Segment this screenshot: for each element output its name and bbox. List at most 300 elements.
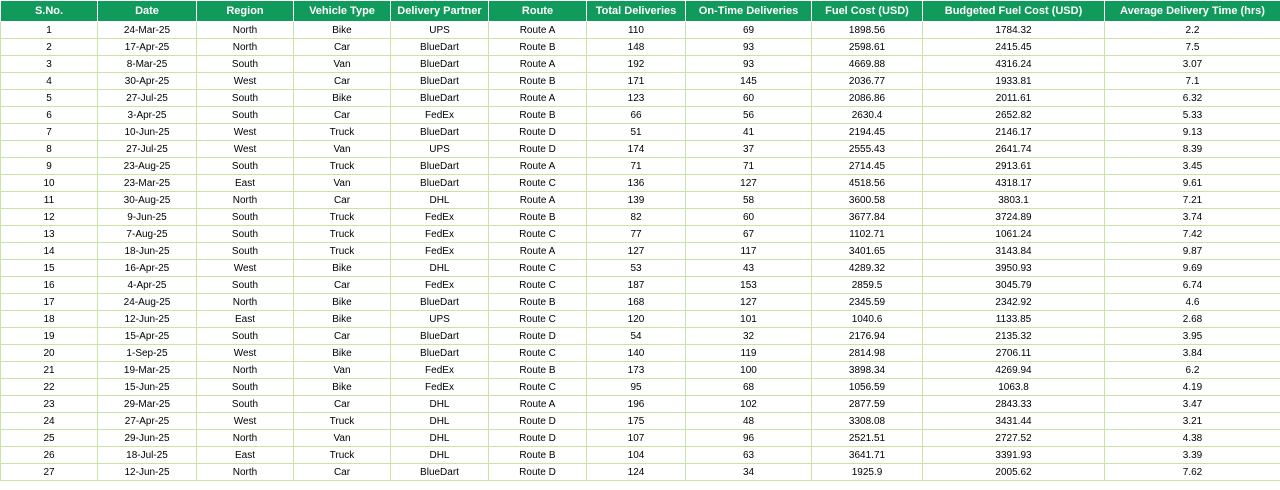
table-cell[interactable]: BlueDart: [391, 345, 489, 362]
table-cell[interactable]: 12-Jun-25: [98, 464, 197, 481]
table-cell[interactable]: 7.62: [1105, 464, 1280, 481]
table-cell[interactable]: 1933.81: [923, 73, 1105, 90]
table-cell[interactable]: Truck: [294, 209, 391, 226]
table-cell[interactable]: South: [197, 328, 294, 345]
table-cell[interactable]: BlueDart: [391, 73, 489, 90]
table-cell[interactable]: 4-Apr-25: [98, 277, 197, 294]
table-cell[interactable]: 25: [1, 430, 98, 447]
table-cell[interactable]: Car: [294, 277, 391, 294]
table-cell[interactable]: 32: [686, 328, 812, 345]
table-cell[interactable]: 30-Aug-25: [98, 192, 197, 209]
table-cell[interactable]: 192: [587, 56, 686, 73]
table-cell[interactable]: 58: [686, 192, 812, 209]
table-cell[interactable]: 2342.92: [923, 294, 1105, 311]
table-cell[interactable]: 7.21: [1105, 192, 1280, 209]
table-cell[interactable]: 148: [587, 39, 686, 56]
table-cell[interactable]: Route A: [489, 243, 587, 260]
table-cell[interactable]: 95: [587, 379, 686, 396]
table-cell[interactable]: DHL: [391, 192, 489, 209]
table-cell[interactable]: 82: [587, 209, 686, 226]
table-cell[interactable]: South: [197, 396, 294, 413]
table-cell[interactable]: 18-Jun-25: [98, 243, 197, 260]
table-cell[interactable]: 6: [1, 107, 98, 124]
table-cell[interactable]: 2011.61: [923, 90, 1105, 107]
table-cell[interactable]: Car: [294, 328, 391, 345]
table-cell[interactable]: 5.33: [1105, 107, 1280, 124]
table-cell[interactable]: West: [197, 141, 294, 158]
table-cell[interactable]: 8-Mar-25: [98, 56, 197, 73]
table-cell[interactable]: 4.38: [1105, 430, 1280, 447]
table-cell[interactable]: 2630.4: [812, 107, 923, 124]
table-cell[interactable]: 8.39: [1105, 141, 1280, 158]
column-header[interactable]: Date: [98, 1, 197, 22]
table-cell[interactable]: 3641.71: [812, 447, 923, 464]
table-cell[interactable]: 107: [587, 430, 686, 447]
table-cell[interactable]: Route D: [489, 413, 587, 430]
table-cell[interactable]: East: [197, 447, 294, 464]
table-cell[interactable]: 13: [1, 226, 98, 243]
table-cell[interactable]: 6.2: [1105, 362, 1280, 379]
table-cell[interactable]: 1063.8: [923, 379, 1105, 396]
table-cell[interactable]: Van: [294, 175, 391, 192]
table-cell[interactable]: Route A: [489, 396, 587, 413]
table-cell[interactable]: Bike: [294, 294, 391, 311]
table-cell[interactable]: 4669.88: [812, 56, 923, 73]
table-cell[interactable]: 96: [686, 430, 812, 447]
table-cell[interactable]: 3045.79: [923, 277, 1105, 294]
table-cell[interactable]: 2814.98: [812, 345, 923, 362]
table-cell[interactable]: Bike: [294, 260, 391, 277]
table-cell[interactable]: 10-Jun-25: [98, 124, 197, 141]
table-cell[interactable]: 23-Mar-25: [98, 175, 197, 192]
table-cell[interactable]: 66: [587, 107, 686, 124]
table-cell[interactable]: 7-Aug-25: [98, 226, 197, 243]
table-cell[interactable]: FedEx: [391, 243, 489, 260]
table-cell[interactable]: 69: [686, 22, 812, 39]
table-cell[interactable]: South: [197, 107, 294, 124]
table-cell[interactable]: 8: [1, 141, 98, 158]
table-cell[interactable]: 173: [587, 362, 686, 379]
table-cell[interactable]: 37: [686, 141, 812, 158]
table-cell[interactable]: Route D: [489, 464, 587, 481]
table-cell[interactable]: 2727.52: [923, 430, 1105, 447]
table-cell[interactable]: Route C: [489, 277, 587, 294]
table-cell[interactable]: 34: [686, 464, 812, 481]
table-cell[interactable]: 2706.11: [923, 345, 1105, 362]
table-cell[interactable]: Route C: [489, 345, 587, 362]
table-cell[interactable]: 19-Mar-25: [98, 362, 197, 379]
table-cell[interactable]: 54: [587, 328, 686, 345]
table-cell[interactable]: 71: [686, 158, 812, 175]
table-cell[interactable]: 12-Jun-25: [98, 311, 197, 328]
table-cell[interactable]: 168: [587, 294, 686, 311]
table-cell[interactable]: Route B: [489, 294, 587, 311]
table-cell[interactable]: 1: [1, 22, 98, 39]
table-cell[interactable]: 9: [1, 158, 98, 175]
table-cell[interactable]: 4318.17: [923, 175, 1105, 192]
table-cell[interactable]: Truck: [294, 447, 391, 464]
column-header[interactable]: Budgeted Fuel Cost (USD): [923, 1, 1105, 22]
table-cell[interactable]: 3.45: [1105, 158, 1280, 175]
table-cell[interactable]: FedEx: [391, 209, 489, 226]
column-header[interactable]: Average Delivery Time (hrs): [1105, 1, 1280, 22]
table-cell[interactable]: Truck: [294, 158, 391, 175]
table-cell[interactable]: 26: [1, 447, 98, 464]
table-cell[interactable]: 1040.6: [812, 311, 923, 328]
table-cell[interactable]: FedEx: [391, 226, 489, 243]
table-cell[interactable]: DHL: [391, 260, 489, 277]
table-cell[interactable]: 10: [1, 175, 98, 192]
table-cell[interactable]: 18-Jul-25: [98, 447, 197, 464]
table-cell[interactable]: 1-Sep-25: [98, 345, 197, 362]
table-cell[interactable]: Bike: [294, 379, 391, 396]
table-cell[interactable]: 24: [1, 413, 98, 430]
table-cell[interactable]: 2521.51: [812, 430, 923, 447]
table-cell[interactable]: 51: [587, 124, 686, 141]
table-cell[interactable]: 136: [587, 175, 686, 192]
table-cell[interactable]: 2415.45: [923, 39, 1105, 56]
table-cell[interactable]: 12: [1, 209, 98, 226]
table-cell[interactable]: 11: [1, 192, 98, 209]
table-cell[interactable]: West: [197, 345, 294, 362]
table-cell[interactable]: North: [197, 294, 294, 311]
table-cell[interactable]: 27-Jul-25: [98, 141, 197, 158]
table-cell[interactable]: South: [197, 243, 294, 260]
table-cell[interactable]: Car: [294, 107, 391, 124]
table-cell[interactable]: Van: [294, 362, 391, 379]
table-cell[interactable]: 67: [686, 226, 812, 243]
table-cell[interactable]: 2641.74: [923, 141, 1105, 158]
table-cell[interactable]: 3724.89: [923, 209, 1105, 226]
table-cell[interactable]: Route C: [489, 311, 587, 328]
table-cell[interactable]: South: [197, 209, 294, 226]
table-cell[interactable]: 3.47: [1105, 396, 1280, 413]
table-cell[interactable]: 140: [587, 345, 686, 362]
table-cell[interactable]: 68: [686, 379, 812, 396]
table-cell[interactable]: 2913.61: [923, 158, 1105, 175]
table-cell[interactable]: 1925.9: [812, 464, 923, 481]
table-cell[interactable]: 3391.93: [923, 447, 1105, 464]
table-cell[interactable]: Route B: [489, 447, 587, 464]
table-cell[interactable]: 20: [1, 345, 98, 362]
table-cell[interactable]: 102: [686, 396, 812, 413]
table-cell[interactable]: 2086.86: [812, 90, 923, 107]
table-cell[interactable]: 120: [587, 311, 686, 328]
table-cell[interactable]: 9-Jun-25: [98, 209, 197, 226]
table-cell[interactable]: 2843.33: [923, 396, 1105, 413]
table-cell[interactable]: 187: [587, 277, 686, 294]
table-cell[interactable]: Truck: [294, 243, 391, 260]
table-cell[interactable]: Car: [294, 39, 391, 56]
table-cell[interactable]: South: [197, 277, 294, 294]
table-cell[interactable]: Truck: [294, 124, 391, 141]
table-cell[interactable]: 16-Apr-25: [98, 260, 197, 277]
table-cell[interactable]: 29-Mar-25: [98, 396, 197, 413]
table-cell[interactable]: 1898.56: [812, 22, 923, 39]
table-cell[interactable]: 104: [587, 447, 686, 464]
table-cell[interactable]: 110: [587, 22, 686, 39]
table-cell[interactable]: Route C: [489, 379, 587, 396]
table-cell[interactable]: 22: [1, 379, 98, 396]
table-cell[interactable]: 18: [1, 311, 98, 328]
table-cell[interactable]: 153: [686, 277, 812, 294]
table-cell[interactable]: 101: [686, 311, 812, 328]
table-cell[interactable]: 3677.84: [812, 209, 923, 226]
table-cell[interactable]: BlueDart: [391, 39, 489, 56]
table-cell[interactable]: 3.74: [1105, 209, 1280, 226]
table-cell[interactable]: 2652.82: [923, 107, 1105, 124]
table-cell[interactable]: Bike: [294, 345, 391, 362]
table-cell[interactable]: 19: [1, 328, 98, 345]
column-header[interactable]: S.No.: [1, 1, 98, 22]
table-cell[interactable]: 7: [1, 124, 98, 141]
table-cell[interactable]: North: [197, 362, 294, 379]
table-cell[interactable]: 2598.61: [812, 39, 923, 56]
table-cell[interactable]: 175: [587, 413, 686, 430]
table-cell[interactable]: 3308.08: [812, 413, 923, 430]
table-cell[interactable]: Route D: [489, 141, 587, 158]
table-cell[interactable]: 17: [1, 294, 98, 311]
table-cell[interactable]: 117: [686, 243, 812, 260]
table-cell[interactable]: Route C: [489, 260, 587, 277]
table-cell[interactable]: UPS: [391, 141, 489, 158]
table-cell[interactable]: BlueDart: [391, 328, 489, 345]
table-cell[interactable]: Bike: [294, 311, 391, 328]
table-cell[interactable]: 2036.77: [812, 73, 923, 90]
table-cell[interactable]: 24-Mar-25: [98, 22, 197, 39]
table-cell[interactable]: 3: [1, 56, 98, 73]
table-cell[interactable]: 63: [686, 447, 812, 464]
table-cell[interactable]: 21: [1, 362, 98, 379]
table-cell[interactable]: 3.84: [1105, 345, 1280, 362]
table-cell[interactable]: Route D: [489, 430, 587, 447]
table-cell[interactable]: 4.6: [1105, 294, 1280, 311]
table-cell[interactable]: Truck: [294, 226, 391, 243]
table-cell[interactable]: Route D: [489, 124, 587, 141]
table-cell[interactable]: 27: [1, 464, 98, 481]
table-cell[interactable]: 27-Apr-25: [98, 413, 197, 430]
table-cell[interactable]: 139: [587, 192, 686, 209]
table-cell[interactable]: Truck: [294, 413, 391, 430]
table-cell[interactable]: 2555.43: [812, 141, 923, 158]
table-cell[interactable]: 93: [686, 56, 812, 73]
table-cell[interactable]: 6.74: [1105, 277, 1280, 294]
table-cell[interactable]: South: [197, 158, 294, 175]
table-cell[interactable]: 6.32: [1105, 90, 1280, 107]
table-cell[interactable]: 48: [686, 413, 812, 430]
table-cell[interactable]: 4269.94: [923, 362, 1105, 379]
table-cell[interactable]: North: [197, 22, 294, 39]
table-cell[interactable]: East: [197, 175, 294, 192]
table-cell[interactable]: North: [197, 192, 294, 209]
table-cell[interactable]: West: [197, 73, 294, 90]
table-cell[interactable]: 1056.59: [812, 379, 923, 396]
table-cell[interactable]: 2714.45: [812, 158, 923, 175]
table-cell[interactable]: 4.19: [1105, 379, 1280, 396]
table-cell[interactable]: 174: [587, 141, 686, 158]
table-cell[interactable]: 4289.32: [812, 260, 923, 277]
table-cell[interactable]: 9.87: [1105, 243, 1280, 260]
table-cell[interactable]: 2176.94: [812, 328, 923, 345]
table-cell[interactable]: South: [197, 90, 294, 107]
table-cell[interactable]: Van: [294, 430, 391, 447]
column-header[interactable]: Region: [197, 1, 294, 22]
table-cell[interactable]: 2877.59: [812, 396, 923, 413]
table-cell[interactable]: Route B: [489, 362, 587, 379]
table-cell[interactable]: Route B: [489, 209, 587, 226]
table-cell[interactable]: Route B: [489, 39, 587, 56]
table-cell[interactable]: 93: [686, 39, 812, 56]
table-cell[interactable]: Car: [294, 396, 391, 413]
table-cell[interactable]: South: [197, 226, 294, 243]
table-cell[interactable]: FedEx: [391, 277, 489, 294]
table-cell[interactable]: Bike: [294, 90, 391, 107]
table-cell[interactable]: DHL: [391, 413, 489, 430]
table-cell[interactable]: 23-Aug-25: [98, 158, 197, 175]
table-cell[interactable]: Route B: [489, 73, 587, 90]
table-cell[interactable]: North: [197, 39, 294, 56]
table-cell[interactable]: Van: [294, 141, 391, 158]
table-cell[interactable]: FedEx: [391, 362, 489, 379]
table-cell[interactable]: 124: [587, 464, 686, 481]
table-cell[interactable]: 3950.93: [923, 260, 1105, 277]
table-cell[interactable]: Car: [294, 73, 391, 90]
table-cell[interactable]: 3.21: [1105, 413, 1280, 430]
table-cell[interactable]: 2: [1, 39, 98, 56]
table-cell[interactable]: BlueDart: [391, 56, 489, 73]
table-cell[interactable]: East: [197, 311, 294, 328]
table-cell[interactable]: DHL: [391, 396, 489, 413]
table-cell[interactable]: 2135.32: [923, 328, 1105, 345]
table-cell[interactable]: Route B: [489, 107, 587, 124]
table-cell[interactable]: 7.5: [1105, 39, 1280, 56]
table-cell[interactable]: 17-Apr-25: [98, 39, 197, 56]
table-cell[interactable]: 9.69: [1105, 260, 1280, 277]
table-cell[interactable]: 3431.44: [923, 413, 1105, 430]
table-cell[interactable]: Route A: [489, 56, 587, 73]
table-cell[interactable]: 14: [1, 243, 98, 260]
table-cell[interactable]: 7.42: [1105, 226, 1280, 243]
table-cell[interactable]: 4: [1, 73, 98, 90]
table-cell[interactable]: 4316.24: [923, 56, 1105, 73]
table-cell[interactable]: 1784.32: [923, 22, 1105, 39]
table-cell[interactable]: 5: [1, 90, 98, 107]
table-cell[interactable]: 2146.17: [923, 124, 1105, 141]
table-cell[interactable]: 2345.59: [812, 294, 923, 311]
table-cell[interactable]: 15-Jun-25: [98, 379, 197, 396]
table-cell[interactable]: UPS: [391, 311, 489, 328]
table-cell[interactable]: Route A: [489, 158, 587, 175]
table-cell[interactable]: 9.61: [1105, 175, 1280, 192]
table-cell[interactable]: BlueDart: [391, 464, 489, 481]
table-cell[interactable]: Route D: [489, 328, 587, 345]
table-cell[interactable]: 1102.71: [812, 226, 923, 243]
table-cell[interactable]: 3.07: [1105, 56, 1280, 73]
column-header[interactable]: Route: [489, 1, 587, 22]
table-cell[interactable]: West: [197, 260, 294, 277]
table-cell[interactable]: 4518.56: [812, 175, 923, 192]
table-cell[interactable]: Car: [294, 192, 391, 209]
table-cell[interactable]: 15: [1, 260, 98, 277]
table-cell[interactable]: 3-Apr-25: [98, 107, 197, 124]
table-cell[interactable]: BlueDart: [391, 158, 489, 175]
table-cell[interactable]: 71: [587, 158, 686, 175]
table-cell[interactable]: 127: [686, 294, 812, 311]
table-cell[interactable]: 3.95: [1105, 328, 1280, 345]
table-cell[interactable]: 2194.45: [812, 124, 923, 141]
table-cell[interactable]: Route A: [489, 90, 587, 107]
table-cell[interactable]: Van: [294, 56, 391, 73]
table-cell[interactable]: 127: [686, 175, 812, 192]
table-cell[interactable]: 9.13: [1105, 124, 1280, 141]
table-cell[interactable]: 60: [686, 209, 812, 226]
table-cell[interactable]: 2.2: [1105, 22, 1280, 39]
column-header[interactable]: Fuel Cost (USD): [812, 1, 923, 22]
table-cell[interactable]: 77: [587, 226, 686, 243]
table-cell[interactable]: West: [197, 124, 294, 141]
table-cell[interactable]: 23: [1, 396, 98, 413]
column-header[interactable]: On-Time Deliveries: [686, 1, 812, 22]
table-cell[interactable]: 3143.84: [923, 243, 1105, 260]
table-cell[interactable]: 30-Apr-25: [98, 73, 197, 90]
table-cell[interactable]: 1133.85: [923, 311, 1105, 328]
table-cell[interactable]: FedEx: [391, 107, 489, 124]
table-cell[interactable]: 171: [587, 73, 686, 90]
table-cell[interactable]: 56: [686, 107, 812, 124]
table-cell[interactable]: FedEx: [391, 379, 489, 396]
table-cell[interactable]: 1061.24: [923, 226, 1105, 243]
table-cell[interactable]: 2859.5: [812, 277, 923, 294]
table-cell[interactable]: Route C: [489, 175, 587, 192]
table-cell[interactable]: BlueDart: [391, 124, 489, 141]
table-cell[interactable]: 16: [1, 277, 98, 294]
table-cell[interactable]: 127: [587, 243, 686, 260]
table-cell[interactable]: 3.39: [1105, 447, 1280, 464]
table-cell[interactable]: Bike: [294, 22, 391, 39]
table-cell[interactable]: Route A: [489, 22, 587, 39]
table-cell[interactable]: South: [197, 379, 294, 396]
table-cell[interactable]: 3401.65: [812, 243, 923, 260]
table-cell[interactable]: 2005.62: [923, 464, 1105, 481]
table-cell[interactable]: 3898.34: [812, 362, 923, 379]
column-header[interactable]: Total Deliveries: [587, 1, 686, 22]
table-cell[interactable]: 100: [686, 362, 812, 379]
table-cell[interactable]: 3600.58: [812, 192, 923, 209]
table-cell[interactable]: 196: [587, 396, 686, 413]
table-cell[interactable]: DHL: [391, 430, 489, 447]
table-cell[interactable]: North: [197, 464, 294, 481]
table-cell[interactable]: 7.1: [1105, 73, 1280, 90]
table-cell[interactable]: 24-Aug-25: [98, 294, 197, 311]
table-cell[interactable]: West: [197, 413, 294, 430]
table-cell[interactable]: Route A: [489, 192, 587, 209]
table-cell[interactable]: UPS: [391, 22, 489, 39]
table-cell[interactable]: South: [197, 56, 294, 73]
table-cell[interactable]: Car: [294, 464, 391, 481]
table-cell[interactable]: 2.68: [1105, 311, 1280, 328]
table-cell[interactable]: Route C: [489, 226, 587, 243]
table-cell[interactable]: 41: [686, 124, 812, 141]
table-cell[interactable]: 53: [587, 260, 686, 277]
column-header[interactable]: Delivery Partner: [391, 1, 489, 22]
table-cell[interactable]: DHL: [391, 447, 489, 464]
table-cell[interactable]: 145: [686, 73, 812, 90]
table-cell[interactable]: 29-Jun-25: [98, 430, 197, 447]
table-cell[interactable]: North: [197, 430, 294, 447]
table-cell[interactable]: 123: [587, 90, 686, 107]
table-cell[interactable]: 3803.1: [923, 192, 1105, 209]
table-cell[interactable]: BlueDart: [391, 175, 489, 192]
